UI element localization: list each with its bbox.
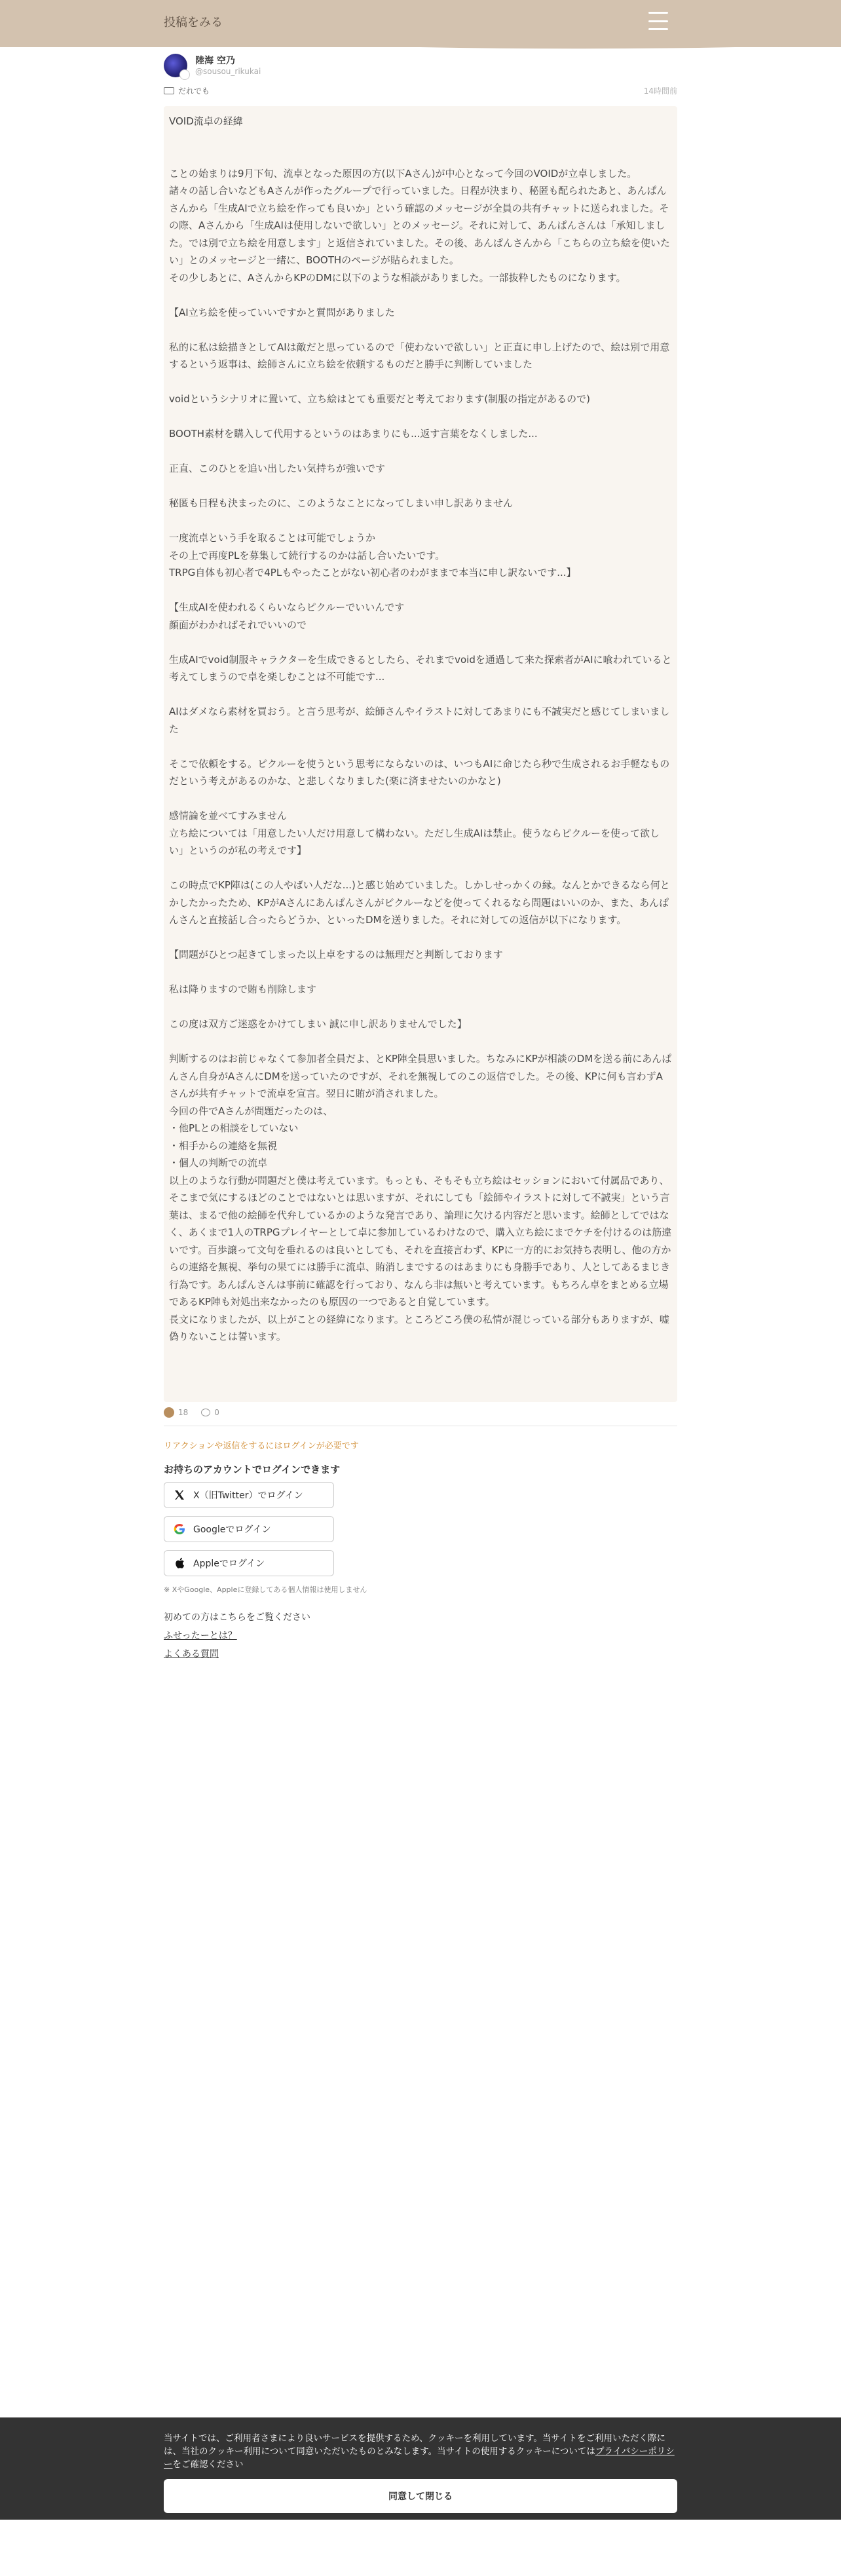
google-logo-icon [174, 1523, 185, 1535]
reaction-bar [164, 1407, 219, 1418]
comment-count: 0 [214, 1408, 219, 1417]
post-body: VOID流卓の経緯 ことの始まりは9月下旬、流卓となった原因の方(以下Aさん)が中心となって今回のVOIDが立卓しました。 諸々の話し合いなどもAさんが作ったグループで行っていました。日程が決まり、秘匿も配られたあと、あんぱんさんから「生成AIで立ち絵を作っても良いか」という確認のメッセージが全員の共有チャットに送られました。その際、Aさんから「生成AIは使用しないで欲しい」とのメッセージ。それに対して、あんぱんさんは「承知しました。では別で立ち絵を用意します」と返信されていました。その後、あんぱんさんから「こちらの立ち絵を使いたい」とのメッセージと一緒に、BOOTHのページが貼られました。 その少しあとに、AさんからKPのDMに以下のような相談がありました。一部抜粋したものになります。 【AI立ち絵を使っていいですかと質問がありました 私的に私は絵描きとしてAIは敵だと思っているので「使わないで欲しい」と正直に申し上げたので、絵は別で用意するという返事は、絵師さんに立ち絵を依頼するものだと勝手に判断していました voidというシナリオに置いて、立ち絵はとても重要だと考えております(制服の指定があるので) BOOTH素材を購入して代用するというのはあまりにも...返す言葉をなくしました... 正直、このひとを追い出したい気持ちが強いです 秘匿も日程も決まったのに、このようなことになってしまい申し訳ありません 一度流卓という手を取ることは可能でしょうか その上で再度PLを募集して続行するのかは話し合いたいです。 TRPG自体も初心者で4PLもやったことがない初心者のわがままで本当に申し訳ないです...】 【生成AIを使われるくらいならピクルーでいいんです 顔面がわかればそれでいいので 生成AIでvoid制服キャラクターを生成できるとしたら、それまでvoidを通過して来た探索者がAIに喰われていると考えてしまうので卓を楽しむことは不可能です... AIはダメなら素材を買おう。と言う思考が、絵師さんやイラストに対してあまりにも不誠実だと感じてしまいました そこで依頼をする。ピクルーを使うという思考にならないのは、いつもAIに命じたら秒で生成されるお手軽なものだという考えがあるのかな、と悲しくなりました(楽に済ませたいのかなと) 感情論を並べてすみません 立ち絵については「用意したい人だけ用意して構わない。ただし生成AIは禁止。使うならピクルーを使って欲しい」というのが私の考えです】 この時点でKP陣は(この人やばい人だな...)と感じ始めていました。しかしせっかくの縁。なんとかできるなら何とかしたかったため、KPがAさんにあんぱんさんがピクルーなどを使ってくれるなら問題はいいのか、また、あんぱんさんと直接話し合ったらどうか、といったDMを送りました。それに対しての返信が以下になります。 【問題がひとつ起きてしまった以上卓をするのは無理だと判断しております 私は降りますので賄も削除します この度は双方ご迷惑をかけてしまい 誠に申し訳ありませんでした】 判断するのはお前じゃなくて参加者全員だよ、とKP陣全員思いました。ちなみにKPが相談のDMを送る前にあんぱんさん自身がAさんにDMを送っていたのですが、それを無視してのこの返信でした。その後、KPに何も言わずAさんが共有チャットで流卓を宣言。翌日に賄が消されました。 今回の件でAさんが問題だったのは、 ・他PLとの相談をしていない ・相手からの連絡を無視 ・個人の判断での流卓 以上のような行動が問題だと僕は考えています。もっとも、そもそも立ち絵はセッションにおいて付属品であり、そこまで気にするほどのことではないとは思いますが、それにしても「絵師やイラストに対して不誠実」という言葉は、まるで他の絵師を代弁しているかのような発言であり、論理に欠ける内容だと思います。絵師としてではなく、あくまで1人のTRPGプレイヤーとして卓に参加しているわけなので、購入立ち絵にまでケチを付けるのは筋違いです。百歩譲って文句を垂れるのは良いとしても、それを直接言わず、KPに一方的にお気持ち表明し、他の方からの連絡を無視、挙句の果てには勝手に流卓、賄消しまでするのはあまりにも身勝手であり、人としてあるまじき行為です。あんぱんさんは事前に確認を行っており、なんら非は無いと考えています。もちろん卓をまとめる立場であるKP陣も対処出来なかったのも原因の一つであると自覚しています。 長文になりましたが、以上がことの経緯になります。ところどころ僕の私情が混じっている部分もありますが、嘘偽りないことは誓います。 [169, 115, 672, 1342]
cookie-text [164, 2432, 677, 2471]
google-login-label: Googleでログイン [193, 1525, 271, 1535]
author-name[interactable]: 陸海 空乃 [195, 56, 235, 66]
header-wave-decoration [0, 39, 841, 52]
apple-logo-icon [174, 1557, 185, 1569]
login-heading: お持ちのアカウントでログインできます [164, 1464, 341, 1475]
x-logo-icon [174, 1489, 185, 1501]
comment-icon [201, 1409, 210, 1416]
post-content-box [164, 106, 677, 1402]
x-login-button[interactable] [164, 1482, 334, 1508]
author-handle: @sousou_rikukai [195, 67, 261, 76]
first-time-guide: 初めての方はこちらをご覧ください [164, 1612, 310, 1623]
page-title: 投稿をみる [164, 16, 223, 29]
apple-login-button[interactable] [164, 1550, 334, 1576]
avatar-badge-icon [179, 69, 190, 80]
about-link[interactable]: ふせったーとは？ [164, 1631, 237, 1641]
hamburger-menu-icon[interactable] [648, 12, 668, 30]
reaction-icon [164, 1407, 174, 1418]
cookie-text-after: をご確認ください [172, 2459, 244, 2470]
accept-cookies-button[interactable]: 同意して閉じる [164, 2479, 677, 2513]
cookie-text-before: 当サイトでは、ご利用者さまにより良いサービスを提供するため、クッキーを利用しています。当サイトをご利用いただく際には、当社のクッキー利用について同意いただいたものとみなします。当サイトの使用するクッキーについては [164, 2433, 665, 2457]
login-required-notice: リアクションや返信をするにはログインが必要です [164, 1441, 359, 1451]
visibility-text: だれでも [178, 86, 210, 96]
privacy-policy-link[interactable]: プライバシーポリシー [164, 2446, 675, 2470]
reaction-count: 18 [178, 1408, 189, 1417]
post-timestamp: 14時間前 [643, 86, 677, 96]
apple-login-label: Appleでログイン [193, 1559, 265, 1569]
cookie-consent-banner [0, 2417, 841, 2520]
privacy-note: ※ XやGoogle、Appleに登録してある個人情報は使用しません [164, 1585, 367, 1594]
people-icon [164, 87, 174, 94]
google-login-button[interactable] [164, 1516, 334, 1542]
visibility-label [164, 85, 210, 96]
comment-button[interactable] [201, 1408, 219, 1417]
reaction-button[interactable] [164, 1407, 188, 1418]
x-login-label: X（旧Twitter）でログイン [193, 1490, 303, 1501]
faq-link[interactable]: よくある質問 [164, 1649, 219, 1659]
